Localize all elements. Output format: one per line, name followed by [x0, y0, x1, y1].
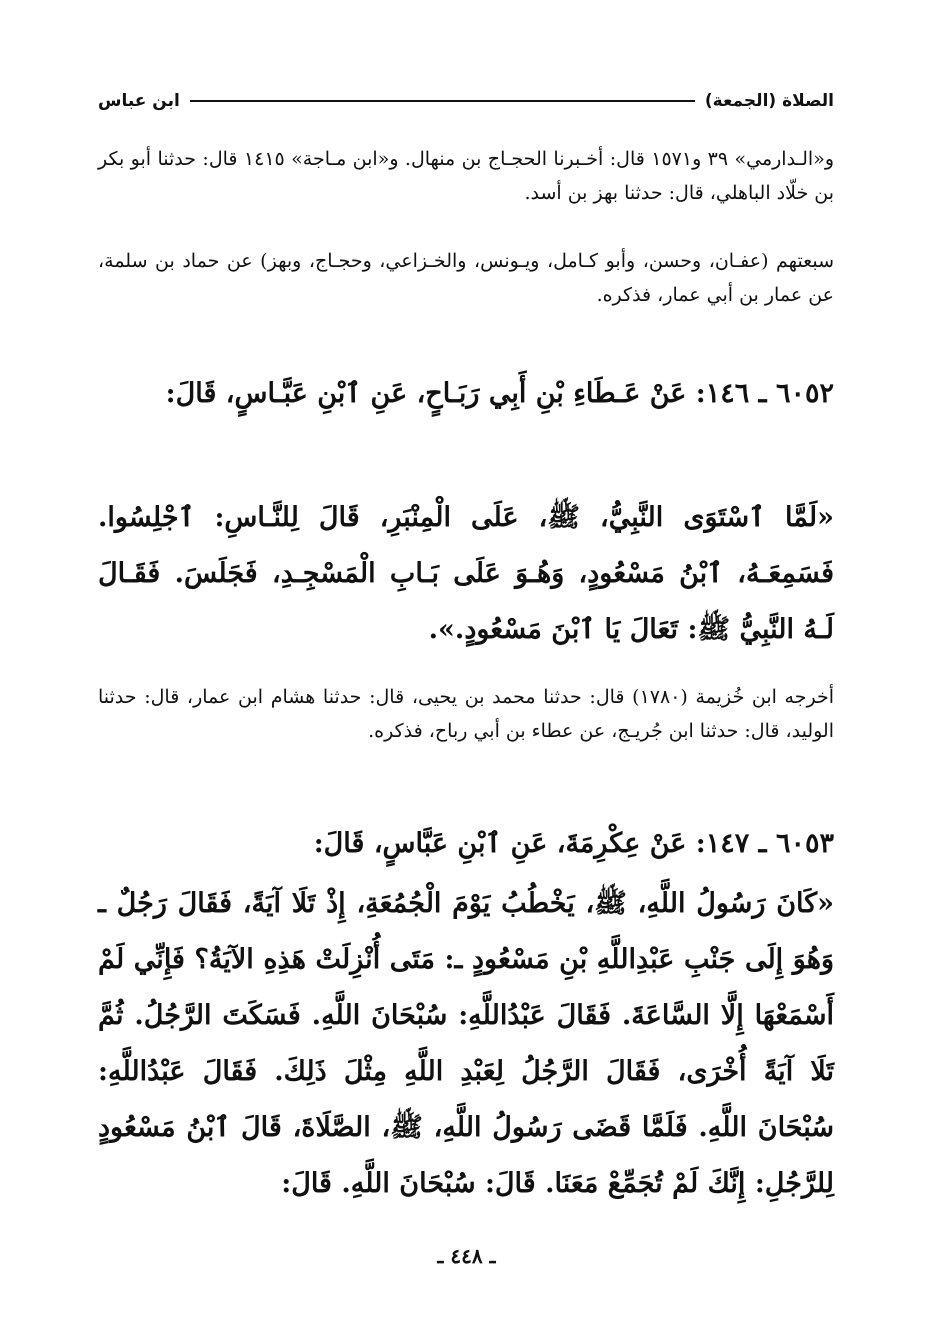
hadith-6052-source: أخرجه ابن خُزيمة (١٧٨٠) قال: حدثنا محمد بن يحيى، قال: حدثنا هشام ابن عمار، قال: حدثنا الوليد، قال: حدثنا ابن جُريـج، عن عطاء بن أبي رباح، فذكره. — [98, 686, 834, 742]
intro-paragraph-1: و«الـدارمي» ٣٩ و١٥٧١ قال: أخـبرنا الحجـاج بن منهال. و«ابن مـاجة» ١٤١٥ قال: حدثنا أبو بكر بن خلّاد الباهلي، قال: حدثنا بهز بن أسد. — [98, 148, 834, 204]
intro-paragraph-2: سبعتهم (عفـان، وحسن، وأبو كـامل، ويـونس، والخـزاعي، وحجـاج، وبهز) عن حماد بن سلمة، عن عمار بن أبي عمار، فذكره. — [98, 250, 834, 306]
hadith-6052-heading: ٦٠٥٢ ـ ١٤٦: عَنْ عَـطَاءِ بْنِ أَبِي رَبَـاحٍ، عَنِ ٱبْنِ عَبَّـاسٍ، قَالَ: — [165, 378, 834, 409]
intro-sources — [98, 142, 834, 210]
chapter-title: الصلاة (الجمعة) — [704, 91, 834, 111]
page-number: ـ ٤٤٨ ـ — [437, 1244, 496, 1268]
header-rule — [190, 100, 695, 102]
intro-chain — [98, 244, 834, 312]
narrator-title: ابن عباس — [98, 91, 180, 111]
hadith-6053-text: «كَانَ رَسُولُ اللَّهِ، ﷺ، يَخْطُبُ يَوْمَ الْجُمُعَةِ، إِذْ تَلَا آيَةً، فَقَالَ رَجُلٌ ـ وَهُوَ إِلَى جَنْبِ عَبْدِاللَّهِ بْنِ مَسْعُودٍ ـ: مَتَى أُنْزِلَتْ هَذِهِ الآيَةُ؟ فَإِنِّي لَمْ أَسْمَعْهَا إِلَّا السَّاعَةَ. فَقَالَ عَبْدُاللَّهِ: سُبْحَانَ اللَّهِ. فَسَكَتَ الرَّجُلُ. ثُمَّ تَلَا آيَةً أُخْرَى، فَقَالَ الرَّجُلُ لِعَبْدِ اللَّهِ مِثْلَ ذَلِكَ. فَقَالَ عَبْدُاللَّهِ: سُبْحَانَ اللَّهِ. فَلَمَّا قَضَى رَسُولُ اللَّهِ، ﷺ، الصَّلَاةَ، قَالَ ٱبْنُ مَسْعُودٍ لِلرَّجُلِ: إِنَّكَ لَمْ تُجَمِّعْ مَعَنَا. قَالَ: سُبْحَانَ اللَّهِ. قَالَ: — [98, 888, 834, 1199]
hadith-6053-heading: ٦٠٥٣ ـ ١٤٧: عَنْ عِكْرِمَةَ، عَنِ ٱبْنِ عَبَّاسٍ، قَالَ: — [313, 828, 834, 859]
hadith-6052-text: «لَمَّا ٱسْتَوَى النَّبِيُّ، ﷺ، عَلَى الْمِنْبَرِ، قَالَ لِلنَّـاسِ: ٱجْلِسُوا. فَسَمِعَـهُ، ٱبْنُ مَسْعُودٍ، وَهُـوَ عَلَى بَـابِ الْمَسْجِـدِ، فَجَلَسَ. فَقَـالَ لَـهُ النَّبِيُّ ﷺ: تَعَالَ يَا ٱبْنَ مَسْعُودٍ.». — [98, 502, 834, 645]
running-header — [98, 88, 834, 114]
